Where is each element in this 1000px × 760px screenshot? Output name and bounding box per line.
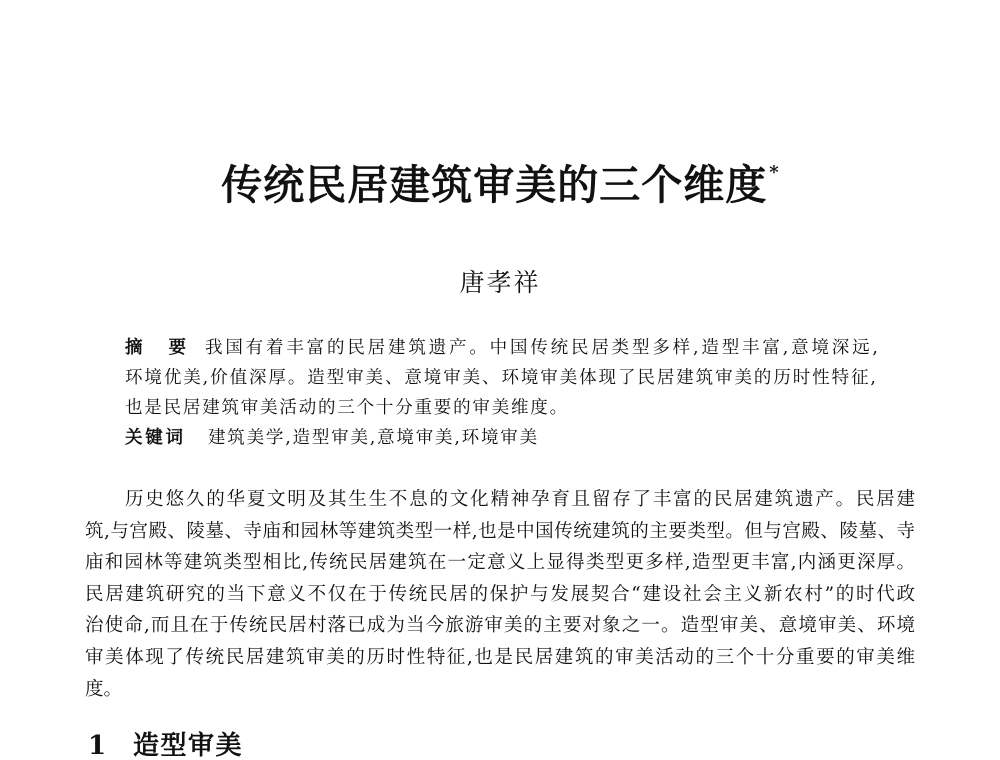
paragraph-line: 审美体现了传统民居建筑审美的历时性特征,也是民居建筑的审美活动的三个十分重要的审美维	[85, 646, 915, 668]
paragraph-line: 度。	[85, 678, 123, 700]
paragraph-line: 民居建筑研究的当下意义不仅在于传统民居的保护与发展契合“建设社会主义新农村”的时代政	[85, 583, 915, 605]
paragraph-line: 庙和园林等建筑类型相比,传统民居建筑在一定意义上显得类型更多样,造型更丰富,内涵更深厚。	[85, 552, 915, 574]
abstract-line	[125, 333, 885, 363]
abstract-text: 我国有着丰富的民居建筑遗产。中国传统民居类型多样,造型丰富,意境深远,	[205, 338, 878, 358]
title-footnote-mark: *	[769, 162, 779, 183]
body-paragraph	[85, 484, 915, 705]
keywords-label: 关键词	[125, 428, 183, 448]
abstract-line: 环境优美,价值深厚。造型审美、意境审美、环境审美体现了民居建筑审美的历时性特征,	[125, 368, 876, 388]
abstract-label: 摘 要	[125, 338, 186, 358]
abstract-block	[125, 333, 885, 453]
section-heading	[88, 733, 308, 760]
section-number: 1	[88, 731, 107, 760]
paragraph-line: 历史悠久的华夏文明及其生生不息的文化精神孕育且留存了丰富的民居建筑遗产。民居建	[125, 489, 915, 510]
paragraph-line: 筑,与宫殿、陵墓、寺庙和园林等建筑类型一样,也是中国传统建筑的主要类型。但与宫殿、陵墓、寺	[85, 520, 915, 542]
paper-title	[0, 160, 1000, 210]
keywords-text: 建筑美学,造型审美,意境审美,环境审美	[208, 428, 539, 448]
author-name: 唐孝祥	[459, 268, 541, 297]
paragraph-line: 治使命,而且在于传统民居村落已成为当今旅游审美的主要对象之一。造型审美、意境审美、环境	[85, 615, 915, 637]
keywords-line	[125, 423, 885, 453]
paper-title-text: 传统民居建筑审美的三个维度	[221, 161, 768, 209]
abstract-line: 也是民居建筑审美活动的三个十分重要的审美维度。	[125, 398, 569, 418]
section-title: 造型审美	[133, 731, 244, 760]
